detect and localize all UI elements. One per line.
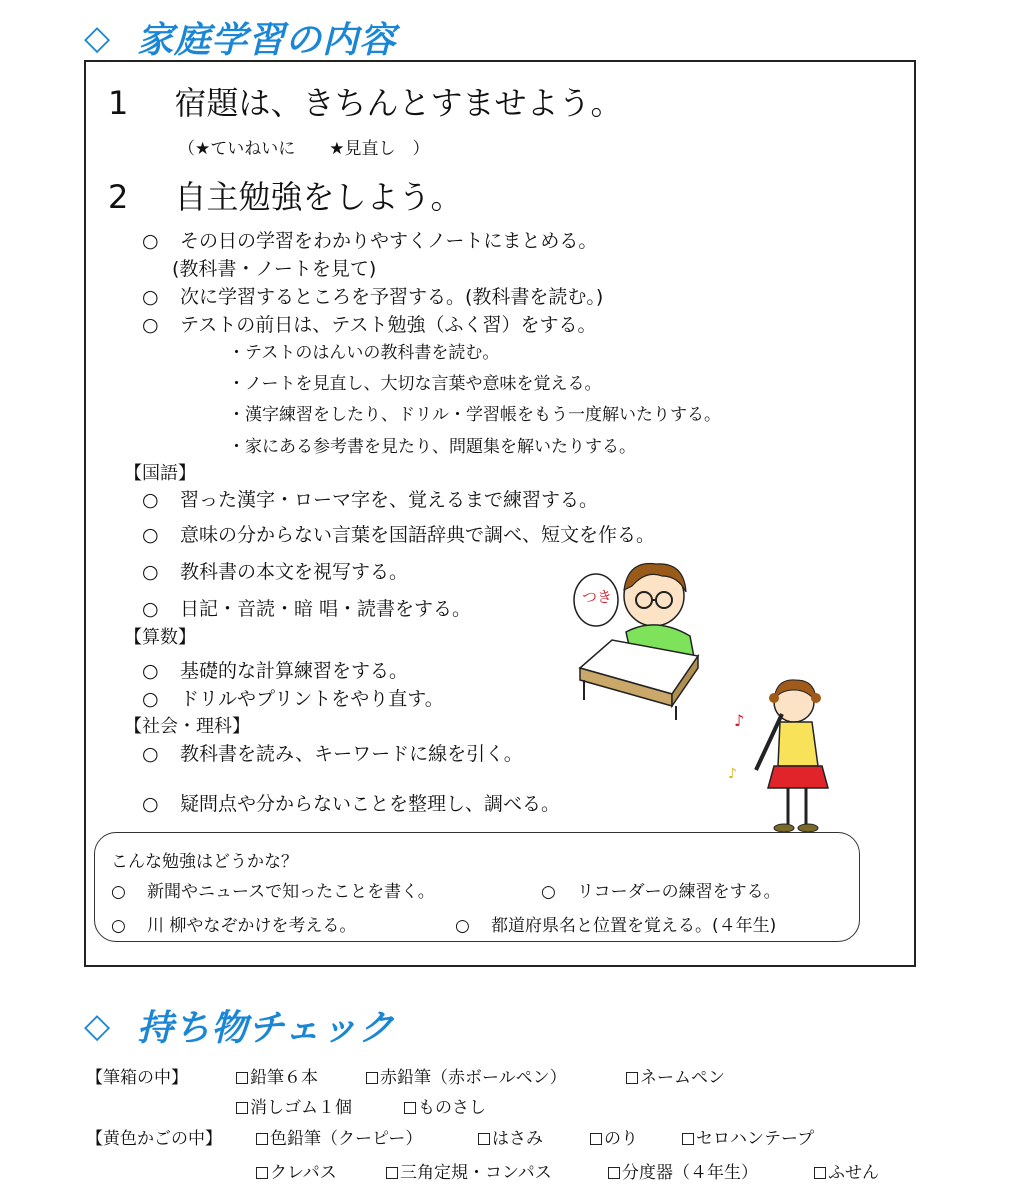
list-item: ○ 新聞やニュースで知ったことを書く。 [111, 882, 435, 902]
basket-label: 【黄色かごの中】 [86, 1129, 222, 1149]
list-item: ○ ドリルやプリントをやり直す。 [142, 688, 444, 710]
suggestion-title: こんな勉強はどうかな？ [111, 852, 298, 872]
list-item: ○ 意味の分からない言葉を国語辞典で調べ、短文を作る。 [142, 524, 656, 546]
checkbox-icon[interactable] [404, 1102, 416, 1114]
checklist-item[interactable]: のり [590, 1124, 638, 1149]
checklist-item[interactable]: ふせん [814, 1158, 879, 1183]
checklist-item[interactable]: 鉛筆６本 [236, 1063, 318, 1088]
checkbox-icon[interactable] [236, 1072, 248, 1084]
checkbox-icon[interactable] [590, 1133, 602, 1145]
list-item: ○ 教科書を読み、キーワードに線を引く。 [142, 743, 523, 765]
music-note-icon: ♪ [734, 711, 745, 730]
checkbox-icon[interactable] [626, 1072, 638, 1084]
checkbox-icon[interactable] [366, 1072, 378, 1084]
circle-icon: ○ [142, 314, 159, 336]
list-item-sub: (教科書・ノートを見て) [172, 258, 377, 280]
circle-icon: ○ [111, 916, 126, 936]
circle-icon: ○ [142, 743, 159, 765]
circle-icon: ○ [111, 882, 126, 902]
suggestion-box [94, 832, 860, 942]
circle-icon: ○ [142, 286, 159, 308]
checklist-item[interactable]: ネームペン [626, 1063, 725, 1088]
checklist-item[interactable]: はさみ [478, 1124, 543, 1149]
circle-icon: ○ [142, 230, 159, 252]
circle-icon: ○ [455, 916, 470, 936]
circle-icon: ○ [142, 598, 159, 620]
list-item: ○ 教科書の本文を視写する。 [142, 561, 409, 583]
subject-label-shakai: 【社会・理科】 [124, 716, 250, 737]
checklist-item[interactable]: 赤鉛筆（赤ボールペン） [366, 1063, 567, 1088]
checkbox-icon[interactable] [608, 1167, 620, 1179]
checklist-item[interactable]: 三角定規・コンパス [386, 1158, 552, 1183]
list-item: ○ リコーダーの練習をする。 [541, 882, 781, 902]
test-sub-item: ・ノートを見直し、大切な言葉や意味を覚える。 [228, 374, 602, 394]
checkbox-icon[interactable] [256, 1133, 268, 1145]
circle-icon: ○ [541, 882, 556, 902]
checklist-item[interactable]: 消しゴム１個 [236, 1093, 352, 1118]
checklist-item[interactable]: クレパス [256, 1158, 337, 1183]
subject-label-sansu: 【算数】 [124, 627, 196, 648]
circle-icon: ○ [142, 660, 159, 682]
section-title: 家庭学習の内容 [137, 20, 397, 61]
item-number: 1 [108, 84, 129, 122]
music-note-icon: ♪ [728, 766, 737, 782]
section-title: 持ち物チェック [137, 1008, 396, 1049]
list-item: ○ 次に学習するところを予習する。(教科書を読む。) [142, 286, 604, 308]
list-item: ○ 習った漢字・ローマ字を、覚えるまで練習する。 [142, 489, 599, 511]
circle-icon: ○ [142, 793, 159, 815]
checklist-item[interactable]: 分度器（４年生） [608, 1158, 758, 1183]
list-item: ○ 基礎的な計算練習をする。 [142, 660, 409, 682]
study-content-box [84, 60, 916, 967]
section-heading-study [84, 12, 396, 63]
list-item: ○ テストの前日は、テスト勉強（ふく習）をする。 [142, 314, 597, 336]
item-number: 2 [108, 178, 129, 216]
circle-icon: ○ [142, 688, 159, 710]
checklist-item[interactable]: ものさし [404, 1093, 486, 1118]
list-item: ○ 疑問点や分からないことを整理し、調べる。 [142, 793, 561, 815]
bubble-text: つき [582, 588, 613, 606]
item-1 [108, 78, 623, 124]
checkbox-icon[interactable] [682, 1133, 694, 1145]
test-sub-item: ・テストのはんいの教科書を読む。 [228, 343, 500, 363]
checklist-item[interactable]: 色鉛筆（クーピー） [256, 1124, 422, 1149]
pencase-label: 【筆箱の中】 [86, 1068, 188, 1088]
checkbox-icon[interactable] [814, 1167, 826, 1179]
diamond-icon: ◇ [84, 17, 112, 58]
list-item: ○ 都道府県名と位置を覚える。(４年生) [455, 916, 777, 936]
boy-studying-illustration [572, 550, 712, 725]
section-heading-belongings [84, 1000, 395, 1051]
list-item: ○ 川 柳やなぞかけを考える。 [111, 916, 357, 936]
item-text: 自主勉強をしよう。 [174, 178, 463, 216]
circle-icon: ○ [142, 489, 159, 511]
checkbox-icon[interactable] [386, 1167, 398, 1179]
item-text: 宿題は、きちんとすませよう。 [174, 84, 623, 122]
checklist-item[interactable]: セロハンテープ [682, 1124, 814, 1149]
list-item: ○ その日の学習をわかりやすくノートにまとめる。 [142, 230, 598, 252]
test-sub-item: ・家にある参考書を見たり、問題集を解いたりする。 [228, 437, 636, 457]
diamond-icon: ◇ [84, 1005, 112, 1046]
item-1-note: （★ていねいに ★見直し ） [178, 139, 430, 159]
subject-label-kokugo: 【国語】 [124, 463, 196, 484]
checkbox-icon[interactable] [478, 1133, 490, 1145]
test-sub-item: ・漢字練習をしたり、ドリル・学習帳をもう一度解いたりする。 [228, 405, 721, 425]
item-2 [108, 172, 463, 218]
circle-icon: ○ [142, 561, 159, 583]
circle-icon: ○ [142, 524, 159, 546]
list-item: ○ 日記・音読・暗 唱・読書をする。 [142, 598, 472, 620]
girl-recorder-illustration [722, 674, 842, 844]
checkbox-icon[interactable] [256, 1167, 268, 1179]
checkbox-icon[interactable] [236, 1102, 248, 1114]
